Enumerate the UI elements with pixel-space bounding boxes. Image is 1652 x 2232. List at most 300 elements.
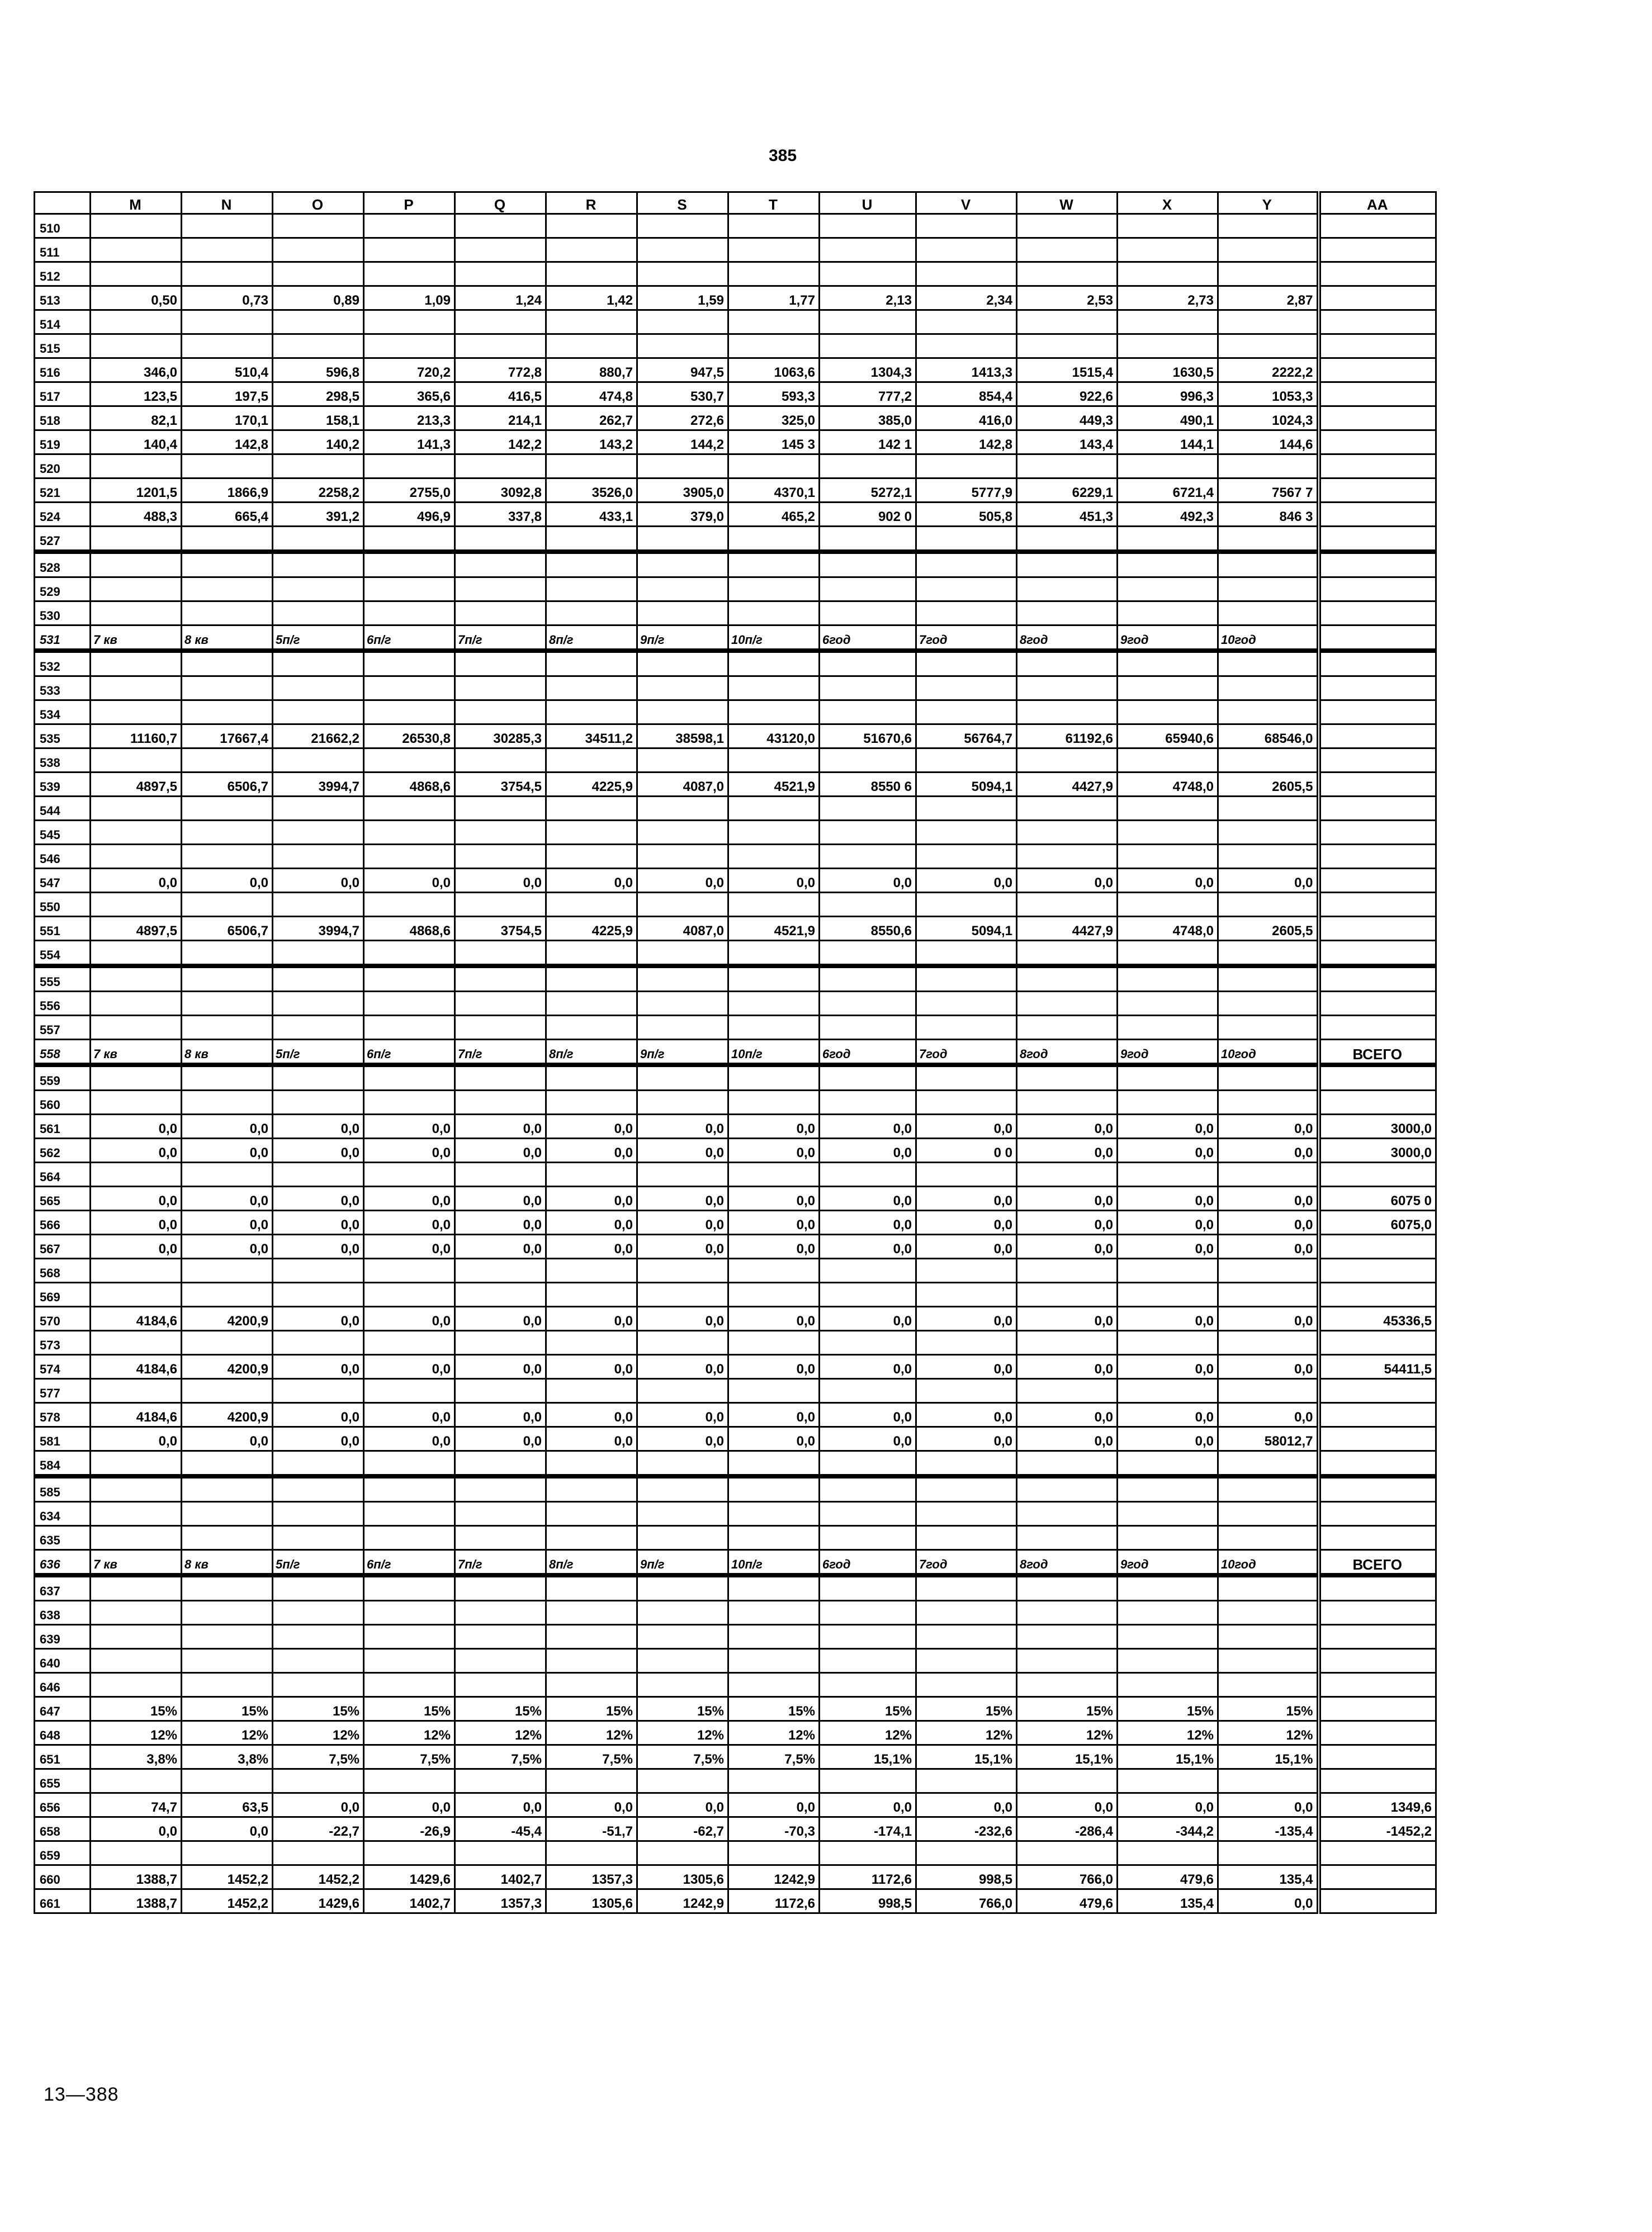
cell[interactable] xyxy=(546,334,637,358)
cell[interactable] xyxy=(916,1673,1017,1697)
cell[interactable] xyxy=(1319,577,1436,601)
cell[interactable]: 15% xyxy=(728,1697,820,1721)
cell[interactable] xyxy=(1017,797,1118,821)
cell[interactable] xyxy=(91,214,182,238)
cell[interactable] xyxy=(728,454,820,478)
cell[interactable] xyxy=(1319,1575,1436,1601)
cell[interactable] xyxy=(916,845,1017,869)
cell[interactable]: 0,73 xyxy=(182,286,273,310)
cell[interactable]: 474,8 xyxy=(546,382,637,406)
cell[interactable] xyxy=(637,1379,728,1403)
cell[interactable] xyxy=(1319,1476,1436,1502)
row-number[interactable]: 550 xyxy=(35,893,91,917)
cell[interactable] xyxy=(273,1331,364,1355)
cell[interactable]: 0,0 xyxy=(820,1187,916,1211)
cell[interactable] xyxy=(916,1065,1017,1091)
cell[interactable]: 0,0 xyxy=(182,1427,273,1451)
cell[interactable]: 0,0 xyxy=(1017,1355,1118,1379)
cell[interactable]: 8п/г xyxy=(546,1550,637,1576)
cell[interactable]: 1201,5 xyxy=(91,478,182,503)
row-number[interactable]: 518 xyxy=(35,406,91,430)
cell[interactable]: 998,5 xyxy=(820,1889,916,1913)
cell[interactable] xyxy=(916,941,1017,966)
cell[interactable] xyxy=(364,1649,455,1673)
cell[interactable]: 45336,5 xyxy=(1319,1307,1436,1331)
cell[interactable] xyxy=(1319,382,1436,406)
cell[interactable] xyxy=(455,651,546,676)
cell[interactable]: 880,7 xyxy=(546,358,637,382)
cell[interactable]: 143,4 xyxy=(1017,430,1118,454)
cell[interactable]: 5п/г xyxy=(273,1040,364,1065)
row-number[interactable]: 554 xyxy=(35,941,91,966)
cell[interactable]: 144,1 xyxy=(1118,430,1218,454)
cell[interactable]: 0,0 xyxy=(91,1115,182,1139)
cell[interactable]: 15,1% xyxy=(916,1745,1017,1769)
cell[interactable]: 12% xyxy=(455,1721,546,1745)
cell[interactable] xyxy=(728,1331,820,1355)
cell[interactable] xyxy=(728,1575,820,1601)
cell[interactable]: 0,0 xyxy=(637,1139,728,1163)
cell[interactable] xyxy=(916,310,1017,334)
cell[interactable]: 720,2 xyxy=(364,358,455,382)
cell[interactable]: 10п/г xyxy=(728,1040,820,1065)
cell[interactable] xyxy=(916,1091,1017,1115)
cell[interactable] xyxy=(273,966,364,992)
cell[interactable] xyxy=(1319,214,1436,238)
cell[interactable] xyxy=(91,1601,182,1625)
cell[interactable]: 2,87 xyxy=(1218,286,1319,310)
cell[interactable]: 15% xyxy=(1218,1697,1319,1721)
cell[interactable] xyxy=(455,454,546,478)
cell[interactable] xyxy=(916,577,1017,601)
cell[interactable]: 142 1 xyxy=(820,430,916,454)
cell[interactable]: 6229,1 xyxy=(1017,478,1118,503)
cell[interactable] xyxy=(1319,1649,1436,1673)
cell[interactable] xyxy=(1319,1526,1436,1550)
cell[interactable] xyxy=(728,748,820,773)
cell[interactable] xyxy=(820,1649,916,1673)
cell[interactable] xyxy=(1017,1451,1118,1477)
cell[interactable]: 0,0 xyxy=(637,1427,728,1451)
cell[interactable] xyxy=(455,966,546,992)
cell[interactable] xyxy=(1319,1502,1436,1526)
cell[interactable] xyxy=(546,1016,637,1040)
cell[interactable]: 7п/г xyxy=(455,1550,546,1576)
cell[interactable] xyxy=(1319,1721,1436,1745)
cell[interactable] xyxy=(273,238,364,262)
cell[interactable]: 6п/г xyxy=(364,625,455,651)
cell[interactable]: 17667,4 xyxy=(182,724,273,748)
cell[interactable] xyxy=(91,1476,182,1502)
cell[interactable]: 0,0 xyxy=(364,869,455,893)
cell[interactable]: 0,0 xyxy=(364,1139,455,1163)
cell[interactable]: 12% xyxy=(546,1721,637,1745)
row-number[interactable]: 560 xyxy=(35,1091,91,1115)
cell[interactable]: 0,0 xyxy=(637,1307,728,1331)
cell[interactable]: 15,1% xyxy=(820,1745,916,1769)
cell[interactable]: 8 кв xyxy=(182,1040,273,1065)
row-number[interactable]: 568 xyxy=(35,1259,91,1283)
cell[interactable] xyxy=(1017,651,1118,676)
cell[interactable] xyxy=(637,1065,728,1091)
cell[interactable] xyxy=(455,1016,546,1040)
cell[interactable] xyxy=(1017,527,1118,552)
cell[interactable] xyxy=(546,1601,637,1625)
cell[interactable] xyxy=(364,1625,455,1649)
cell[interactable]: 0,0 xyxy=(1017,1427,1118,1451)
cell[interactable] xyxy=(1319,625,1436,651)
cell[interactable]: 777,2 xyxy=(820,382,916,406)
cell[interactable]: 0,0 xyxy=(1218,1187,1319,1211)
cell[interactable]: 416,5 xyxy=(455,382,546,406)
row-number[interactable]: 535 xyxy=(35,724,91,748)
column-header[interactable]: T xyxy=(728,192,820,214)
cell[interactable]: 0,0 xyxy=(455,1187,546,1211)
cell[interactable] xyxy=(728,1163,820,1187)
cell[interactable]: 1,59 xyxy=(637,286,728,310)
cell[interactable]: 142,2 xyxy=(455,430,546,454)
column-header[interactable]: V xyxy=(916,192,1017,214)
cell[interactable] xyxy=(91,1673,182,1697)
row-number[interactable]: 561 xyxy=(35,1115,91,1139)
row-number[interactable]: 519 xyxy=(35,430,91,454)
cell[interactable] xyxy=(728,262,820,286)
cell[interactable]: 0,0 xyxy=(182,1235,273,1259)
cell[interactable] xyxy=(1017,1601,1118,1625)
row-number[interactable]: 547 xyxy=(35,869,91,893)
row-number[interactable]: 557 xyxy=(35,1016,91,1040)
cell[interactable]: 1630,5 xyxy=(1118,358,1218,382)
cell[interactable] xyxy=(1118,1016,1218,1040)
cell[interactable]: 488,3 xyxy=(91,503,182,527)
cell[interactable]: 0,0 xyxy=(182,1211,273,1235)
cell[interactable] xyxy=(182,845,273,869)
row-number[interactable]: 569 xyxy=(35,1283,91,1307)
cell[interactable] xyxy=(637,1769,728,1793)
cell[interactable] xyxy=(364,1331,455,1355)
cell[interactable] xyxy=(1218,577,1319,601)
cell[interactable] xyxy=(820,238,916,262)
cell[interactable] xyxy=(820,1065,916,1091)
cell[interactable] xyxy=(182,1649,273,1673)
cell[interactable] xyxy=(364,238,455,262)
cell[interactable] xyxy=(1017,1259,1118,1283)
cell[interactable]: 3000,0 xyxy=(1319,1115,1436,1139)
cell[interactable]: 34511,2 xyxy=(546,724,637,748)
cell[interactable]: 0,0 xyxy=(820,1139,916,1163)
row-number[interactable]: 635 xyxy=(35,1526,91,1550)
cell[interactable] xyxy=(273,1379,364,1403)
cell[interactable] xyxy=(1319,966,1436,992)
cell[interactable]: 15,1% xyxy=(1017,1745,1118,1769)
cell[interactable] xyxy=(1319,334,1436,358)
cell[interactable] xyxy=(728,1283,820,1307)
cell[interactable]: 7год xyxy=(916,1550,1017,1576)
cell[interactable]: 6075 0 xyxy=(1319,1187,1436,1211)
cell[interactable] xyxy=(364,1526,455,1550)
cell[interactable] xyxy=(364,1575,455,1601)
cell[interactable]: 12% xyxy=(916,1721,1017,1745)
cell[interactable]: 58012,7 xyxy=(1218,1427,1319,1451)
cell[interactable] xyxy=(637,310,728,334)
cell[interactable]: 0,0 xyxy=(1017,1793,1118,1817)
cell[interactable] xyxy=(546,821,637,845)
cell[interactable] xyxy=(1218,1625,1319,1649)
row-number[interactable]: 524 xyxy=(35,503,91,527)
cell[interactable] xyxy=(455,821,546,845)
cell[interactable]: 0,0 xyxy=(1118,1307,1218,1331)
cell[interactable] xyxy=(91,1065,182,1091)
row-number[interactable]: 510 xyxy=(35,214,91,238)
cell[interactable] xyxy=(1017,966,1118,992)
cell[interactable]: 170,1 xyxy=(182,406,273,430)
cell[interactable] xyxy=(273,601,364,625)
cell[interactable] xyxy=(273,992,364,1016)
cell[interactable] xyxy=(455,992,546,1016)
cell[interactable] xyxy=(916,1601,1017,1625)
row-number[interactable]: 565 xyxy=(35,1187,91,1211)
cell[interactable]: 4868,6 xyxy=(364,773,455,797)
cell[interactable] xyxy=(1118,454,1218,478)
cell[interactable] xyxy=(1118,1769,1218,1793)
cell[interactable]: 0,0 xyxy=(728,1115,820,1139)
cell[interactable] xyxy=(1017,577,1118,601)
cell[interactable] xyxy=(820,1841,916,1865)
cell[interactable]: 0,0 xyxy=(728,1211,820,1235)
cell[interactable] xyxy=(728,238,820,262)
cell[interactable]: 7 кв xyxy=(91,1550,182,1576)
cell[interactable] xyxy=(820,1625,916,1649)
cell[interactable] xyxy=(364,966,455,992)
cell[interactable] xyxy=(182,1502,273,1526)
cell[interactable] xyxy=(546,1841,637,1865)
cell[interactable] xyxy=(1118,676,1218,700)
cell[interactable] xyxy=(728,1379,820,1403)
cell[interactable] xyxy=(1319,869,1436,893)
cell[interactable] xyxy=(182,1601,273,1625)
cell[interactable]: 0,0 xyxy=(820,1793,916,1817)
cell[interactable]: 0,0 xyxy=(273,1793,364,1817)
cell[interactable] xyxy=(820,941,916,966)
cell[interactable]: 11160,7 xyxy=(91,724,182,748)
cell[interactable] xyxy=(1218,214,1319,238)
cell[interactable] xyxy=(728,1091,820,1115)
cell[interactable] xyxy=(1218,552,1319,577)
cell[interactable] xyxy=(820,1502,916,1526)
cell[interactable] xyxy=(1017,748,1118,773)
cell[interactable]: 0,0 xyxy=(1118,1235,1218,1259)
cell[interactable] xyxy=(364,651,455,676)
cell[interactable]: 766,0 xyxy=(916,1889,1017,1913)
cell[interactable] xyxy=(273,1283,364,1307)
cell[interactable] xyxy=(1319,601,1436,625)
cell[interactable] xyxy=(637,1091,728,1115)
cell[interactable]: 158,1 xyxy=(273,406,364,430)
row-number[interactable]: 584 xyxy=(35,1451,91,1477)
cell[interactable]: 0,0 xyxy=(1218,1889,1319,1913)
cell[interactable]: 0,0 xyxy=(182,1817,273,1841)
cell[interactable] xyxy=(364,821,455,845)
cell[interactable]: 3905,0 xyxy=(637,478,728,503)
cell[interactable]: 1413,3 xyxy=(916,358,1017,382)
cell[interactable] xyxy=(91,1502,182,1526)
cell[interactable] xyxy=(1017,1502,1118,1526)
cell[interactable]: 7,5% xyxy=(728,1745,820,1769)
cell[interactable] xyxy=(1118,1601,1218,1625)
cell[interactable] xyxy=(273,577,364,601)
cell[interactable]: 3092,8 xyxy=(455,478,546,503)
cell[interactable] xyxy=(546,676,637,700)
cell[interactable] xyxy=(364,941,455,966)
cell[interactable]: 21662,2 xyxy=(273,724,364,748)
cell[interactable] xyxy=(728,527,820,552)
cell[interactable] xyxy=(364,1016,455,1040)
cell[interactable]: 38598,1 xyxy=(637,724,728,748)
cell[interactable] xyxy=(364,214,455,238)
cell[interactable] xyxy=(91,1625,182,1649)
cell[interactable] xyxy=(364,676,455,700)
cell[interactable] xyxy=(1118,966,1218,992)
cell[interactable]: 12% xyxy=(364,1721,455,1745)
cell[interactable]: 1,09 xyxy=(364,286,455,310)
cell[interactable] xyxy=(1218,651,1319,676)
cell[interactable] xyxy=(91,992,182,1016)
cell[interactable] xyxy=(455,1575,546,1601)
cell[interactable]: 2258,2 xyxy=(273,478,364,503)
cell[interactable] xyxy=(820,1016,916,1040)
cell[interactable] xyxy=(182,893,273,917)
cell[interactable] xyxy=(91,1331,182,1355)
row-number[interactable]: 539 xyxy=(35,773,91,797)
cell[interactable]: 3994,7 xyxy=(273,917,364,941)
cell[interactable]: ВСЕГО xyxy=(1319,1040,1436,1065)
cell[interactable] xyxy=(1017,334,1118,358)
cell[interactable]: 0,0 xyxy=(1218,869,1319,893)
cell[interactable] xyxy=(916,651,1017,676)
cell[interactable]: 0,0 xyxy=(546,1307,637,1331)
cell[interactable]: 0,0 xyxy=(364,1307,455,1331)
cell[interactable] xyxy=(1118,1673,1218,1697)
row-number[interactable]: 651 xyxy=(35,1745,91,1769)
cell[interactable]: 123,5 xyxy=(91,382,182,406)
cell[interactable] xyxy=(1218,1451,1319,1477)
cell[interactable]: 63,5 xyxy=(182,1793,273,1817)
cell[interactable]: 0,0 xyxy=(273,1139,364,1163)
cell[interactable] xyxy=(364,1283,455,1307)
cell[interactable]: 12% xyxy=(728,1721,820,1745)
cell[interactable] xyxy=(273,748,364,773)
cell[interactable] xyxy=(820,601,916,625)
cell[interactable]: 1053,3 xyxy=(1218,382,1319,406)
cell[interactable]: 0,0 xyxy=(546,1427,637,1451)
row-number[interactable]: 546 xyxy=(35,845,91,869)
cell[interactable]: 0,0 xyxy=(1017,1115,1118,1139)
cell[interactable]: 0,0 xyxy=(182,1187,273,1211)
cell[interactable]: 0,0 xyxy=(182,869,273,893)
cell[interactable]: 0,0 xyxy=(1218,1307,1319,1331)
cell[interactable]: 416,0 xyxy=(916,406,1017,430)
cell[interactable] xyxy=(820,1091,916,1115)
cell[interactable] xyxy=(182,1476,273,1502)
cell[interactable] xyxy=(91,797,182,821)
cell[interactable] xyxy=(728,310,820,334)
cell[interactable] xyxy=(1118,1476,1218,1502)
cell[interactable] xyxy=(916,1625,1017,1649)
cell[interactable] xyxy=(273,1841,364,1865)
cell[interactable]: 0,0 xyxy=(455,869,546,893)
cell[interactable] xyxy=(1118,748,1218,773)
cell[interactable]: 1452,2 xyxy=(182,1865,273,1889)
cell[interactable] xyxy=(1218,1065,1319,1091)
cell[interactable]: 1429,6 xyxy=(273,1889,364,1913)
cell[interactable]: 214,1 xyxy=(455,406,546,430)
cell[interactable]: 15% xyxy=(455,1697,546,1721)
cell[interactable] xyxy=(455,1065,546,1091)
cell[interactable]: 5п/г xyxy=(273,1550,364,1576)
cell[interactable] xyxy=(1319,1865,1436,1889)
cell[interactable]: 0,0 xyxy=(546,1355,637,1379)
cell[interactable] xyxy=(916,1331,1017,1355)
cell[interactable]: 2605,5 xyxy=(1218,773,1319,797)
cell[interactable] xyxy=(1118,893,1218,917)
cell[interactable]: 385,0 xyxy=(820,406,916,430)
column-header[interactable]: S xyxy=(637,192,728,214)
cell[interactable] xyxy=(637,1625,728,1649)
cell[interactable] xyxy=(637,454,728,478)
cell[interactable] xyxy=(916,966,1017,992)
cell[interactable]: 0,0 xyxy=(1118,1115,1218,1139)
cell[interactable]: 0,0 xyxy=(728,1355,820,1379)
cell[interactable] xyxy=(637,1502,728,1526)
cell[interactable]: 56764,7 xyxy=(916,724,1017,748)
cell[interactable] xyxy=(1118,262,1218,286)
cell[interactable] xyxy=(728,966,820,992)
cell[interactable] xyxy=(916,1502,1017,1526)
cell[interactable] xyxy=(820,700,916,724)
cell[interactable]: 0,0 xyxy=(728,1139,820,1163)
cell[interactable]: 1304,3 xyxy=(820,358,916,382)
cell[interactable] xyxy=(1118,651,1218,676)
cell[interactable]: 1357,3 xyxy=(546,1865,637,1889)
cell[interactable] xyxy=(182,1331,273,1355)
cell[interactable]: 5п/г xyxy=(273,625,364,651)
cell[interactable]: 4897,5 xyxy=(91,917,182,941)
cell[interactable]: 0,0 xyxy=(1017,1187,1118,1211)
cell[interactable] xyxy=(1118,1526,1218,1550)
cell[interactable] xyxy=(820,1451,916,1477)
cell[interactable] xyxy=(820,676,916,700)
row-number[interactable]: 520 xyxy=(35,454,91,478)
cell[interactable]: 496,9 xyxy=(364,503,455,527)
cell[interactable] xyxy=(916,214,1017,238)
cell[interactable] xyxy=(637,552,728,577)
cell[interactable] xyxy=(455,1502,546,1526)
cell[interactable] xyxy=(1017,310,1118,334)
cell[interactable] xyxy=(916,992,1017,1016)
cell[interactable] xyxy=(273,1065,364,1091)
cell[interactable] xyxy=(273,1769,364,1793)
cell[interactable] xyxy=(546,1649,637,1673)
cell[interactable] xyxy=(728,1649,820,1673)
cell[interactable] xyxy=(1319,262,1436,286)
cell[interactable] xyxy=(1118,821,1218,845)
cell[interactable]: 4897,5 xyxy=(91,773,182,797)
cell[interactable] xyxy=(1319,773,1436,797)
cell[interactable] xyxy=(1118,552,1218,577)
cell[interactable]: 0,0 xyxy=(91,1235,182,1259)
cell[interactable]: 7,5% xyxy=(637,1745,728,1769)
cell[interactable]: -51,7 xyxy=(546,1817,637,1841)
